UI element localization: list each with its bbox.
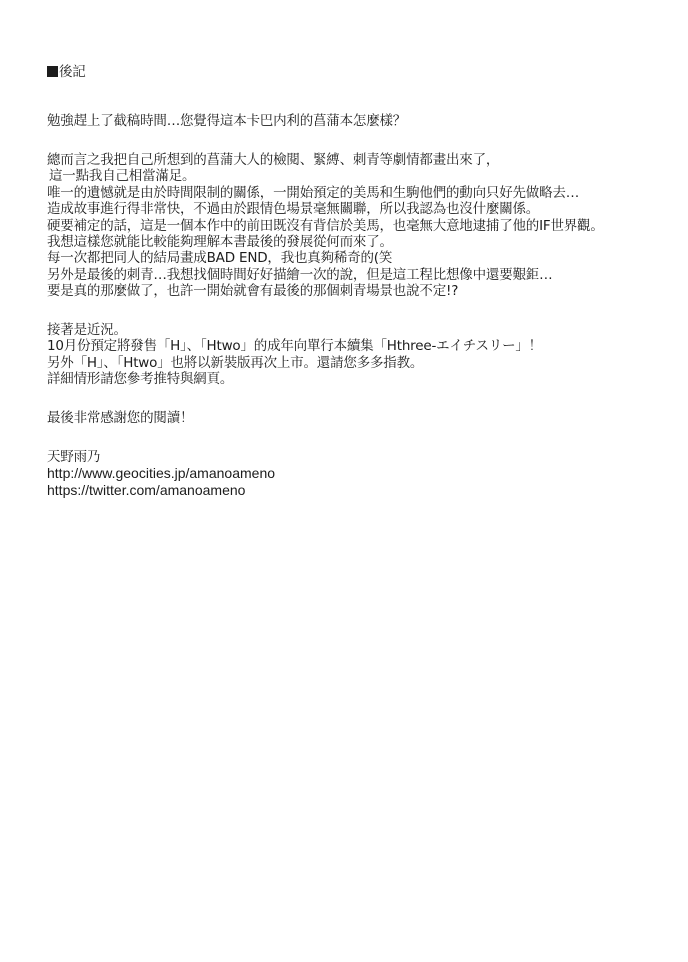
author-website-url: http://www.geocities.jp/amanoameno (47, 465, 276, 482)
paragraph-1-line: 要是真的那麼做了，也許一開始就會有最後的那個刺青場景也說不定!? (47, 283, 459, 300)
paragraph-1-line: 唯一的遺憾就是由於時間限制的關係，一開始預定的美馬和生駒他們的動向只好先做略去… (47, 184, 579, 201)
paragraph-2-line: 詳細情形請您參考推特與網頁。 (47, 371, 234, 388)
author-signature (47, 449, 667, 498)
afterword-text-block (47, 64, 667, 498)
paragraph-1-line: 這一點我自己相當滿足。 (49, 168, 196, 185)
intro-line: 勉強趕上了截稿時間…您覺得這本卡巴内利的菖蒲本怎麼樣？ (47, 113, 407, 130)
paragraph-1-line: 總而言之我把自己所想到的菖蒲大人的檢閱、緊縛、刺青等劇情都畫出來了， (47, 151, 500, 168)
paragraph-1 (47, 152, 667, 300)
afterword-heading (47, 64, 667, 80)
paragraph-1-line: 硬要補定的話，這是一個本作中的前田既沒有背信於美馬，也毫無大意地逮捕了他的IF世界觀。 (47, 217, 604, 234)
author-twitter-url: https://twitter.com/amanoameno (47, 481, 246, 498)
afterword-heading-text: 後記 (59, 64, 86, 80)
paragraph-2-line: 另外「H」、「Htwo」也將以新裝版再次上市。還請您多多指教。 (47, 354, 424, 371)
paragraph-2-line: 接著是近況。 (47, 322, 127, 339)
author-name: 天野雨乃 (47, 448, 101, 465)
black-square-bullet-icon (47, 66, 58, 77)
paragraph-2 (47, 322, 667, 388)
paragraph-1-line: 我想這樣您就能比較能夠理解本書最後的發展從何而來了。 (47, 234, 393, 251)
paragraph-2-line: 10月份預定將發售「H」、「Htwo」的成年向單行本續集「Hthree-エイチスリー」！ (47, 338, 542, 355)
paragraph-1-line: 另外是最後的刺青…我想找個時間好好描繪一次的說，但是這工程比想像中還要艱鉅… (47, 266, 553, 283)
paragraph-1-line: 造成故事進行得非常快，不過由於跟情色場景毫無關聯，所以我認為也沒什麼關係。 (47, 201, 540, 218)
paragraph-1-line: 每一次都把同人的結局畫成BAD END，我也真夠稀奇的(笑 (47, 250, 393, 267)
thanks-line: 最後非常感謝您的閱讀！ (47, 410, 194, 427)
